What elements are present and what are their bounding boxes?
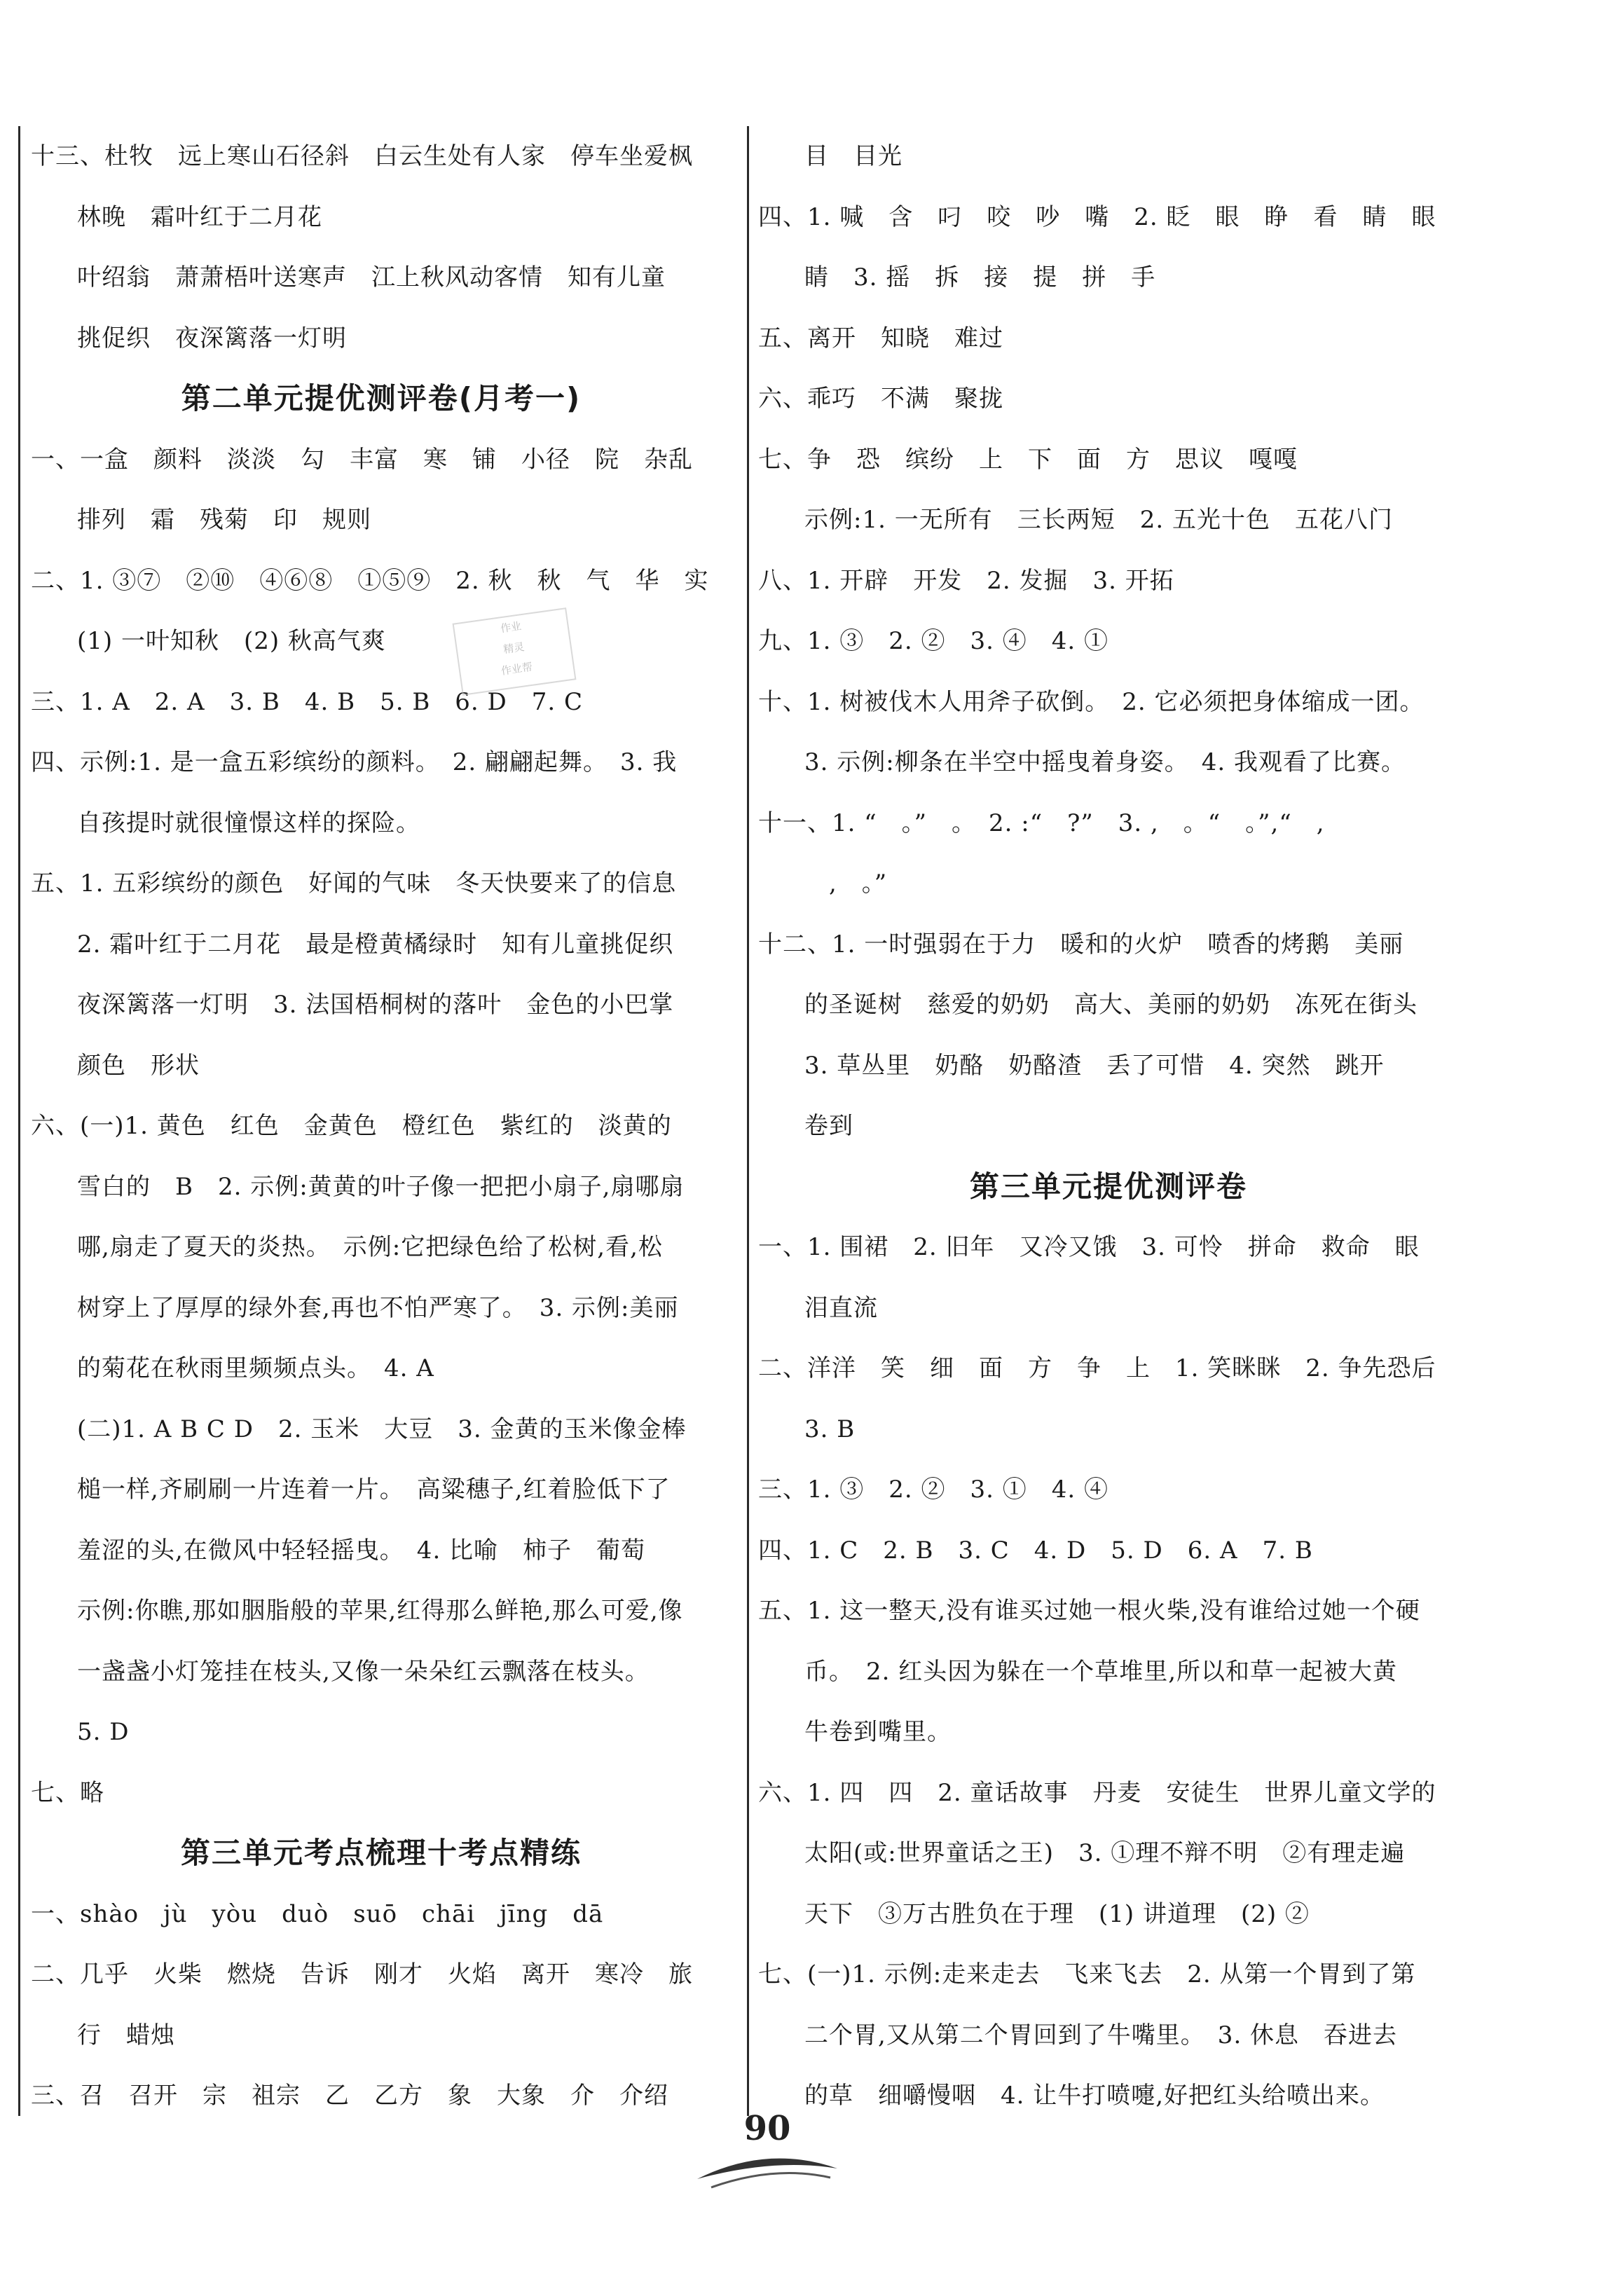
section-heading: 第二单元提优测评卷(月考一) (181, 381, 582, 415)
answer-line: 八、1. 开辟 开发 2. 发掘 3. 开拓 (758, 566, 1174, 595)
answer-line: 十二、1. 一时强弱在于力 暖和的火炉 喷香的烤鹅 美丽 (758, 930, 1404, 958)
answer-line: 太阳(或:世界童话之王) 3. ①理不辩不明 ②有理走遍 (804, 1839, 1406, 1867)
answer-line: 羞涩的头,在微风中轻轻摇曳。 4. 比喻 柿子 葡萄 (77, 1536, 646, 1565)
answer-line: 十一、1. “ 。” 。 2. :“ ?” 3. , 。“ 。”,“ , (758, 809, 1325, 837)
answer-line: 三、1. ③ 2. ② 3. ① 4. ④ (758, 1476, 1108, 1504)
answer-line: 三、1. A 2. A 3. B 4. B 5. B 6. D 7. C (31, 687, 584, 716)
answer-line: 挑促织 夜深篱落一灯明 (77, 324, 347, 352)
stamp-line: 精灵 (502, 640, 526, 657)
answer-line: , 。” (804, 869, 888, 898)
answer-line: 排列 霜 残菊 印 规则 (77, 506, 371, 534)
answer-line: 示例:1. 一无所有 三长两短 2. 五光十色 五花八门 (804, 506, 1393, 534)
answer-line: 槌一样,齐刷刷一片连着一片。 高粱穗子,红着脸低下了 (77, 1476, 671, 1504)
answer-line: 一、shào jù yòu duò suō chāi jīng dā (31, 1899, 604, 1928)
answer-line: 六、1. 四 四 2. 童话故事 丹麦 安徒生 世界儿童文学的 (758, 1778, 1436, 1807)
page-footer (690, 2102, 844, 2193)
answer-line: 睛 3. 摇 拆 接 提 拼 手 (804, 263, 1156, 291)
answer-line: 牛卷到嘴里。 (804, 1718, 952, 1746)
answer-line: 示例:你瞧,那如胭脂般的苹果,红得那么鲜艳,那么可爱,像 (77, 1597, 683, 1625)
answer-line: 四、1. 喊 含 叼 咬 吵 嘴 2. 眨 眼 睁 看 睛 眼 (758, 202, 1436, 231)
answer-line: 林晚 霜叶红于二月花 (77, 202, 322, 231)
answer-line: 十、1. 树被伐木人用斧子砍倒。 2. 它必须把身体缩成一团。 (758, 687, 1425, 716)
answer-line: 二个胃,又从第二个胃回到了牛嘴里。 3. 休息 吞进去 (804, 2021, 1398, 2049)
answer-line: 七、略 (31, 1778, 104, 1807)
answer-line: 雪白的 B 2. 示例:黄黄的叶子像一把把小扇子,扇哪扇 (77, 1172, 685, 1201)
answer-line: 一、一盒 颜料 淡淡 勾 丰富 寒 铺 小径 院 杂乱 (31, 445, 693, 474)
answer-line: 行 蜡烛 (77, 2021, 175, 2049)
stamp-line: 作业 (500, 619, 523, 635)
answer-line: 3. 草丛里 奶酪 奶酪渣 丢了可惜 4. 突然 跳开 (804, 1051, 1385, 1080)
left-column (31, 126, 732, 2126)
answer-line: 卷到 (804, 1112, 853, 1140)
answer-line: 目 目光 (804, 142, 902, 170)
answer-line: 六、(一)1. 黄色 红色 金黄色 橙红色 紫红的 淡黄的 (31, 1112, 672, 1140)
answer-line: 一、1. 围裙 2. 旧年 又冷又饿 3. 可怜 拼命 救命 眼 (758, 1233, 1420, 1261)
answer-line: 3. 示例:柳条在半空中摇曳着身姿。 4. 我观看了比赛。 (804, 748, 1406, 776)
answer-line: 六、乖巧 不满 聚拢 (758, 385, 1003, 413)
answer-line: 的菊花在秋雨里频频点头。 4. A (77, 1354, 434, 1382)
answer-line: 5. D (77, 1718, 130, 1746)
answer-line: 四、1. C 2. B 3. C 4. D 5. D 6. A 7. B (758, 1536, 1313, 1565)
answer-line: (二)1. A B C D 2. 玉米 大豆 3. 金黄的玉米像金棒 (77, 1415, 687, 1443)
answer-line: 树穿上了厚厚的绿外套,再也不怕严寒了。 3. 示例:美丽 (77, 1293, 679, 1322)
answer-line: 叶绍翁 萧萧梧叶送寒声 江上秋风动客情 知有儿童 (77, 263, 666, 291)
right-column (758, 126, 1459, 2126)
answer-line: 二、1. ③⑦ ②⑩ ④⑥⑧ ①⑤⑨ 2. 秋 秋 气 华 实 (31, 566, 709, 595)
answer-line: 五、1. 这一整天,没有谁买过她一根火柴,没有谁给过她一个硬 (758, 1597, 1420, 1625)
answer-line: 二、洋洋 笑 细 面 方 争 上 1. 笑眯眯 2. 争先恐后 (758, 1354, 1436, 1382)
answer-line: 天下 ③万古胜负在于理 (1) 讲道理 (2) ② (804, 1899, 1310, 1928)
answer-line: (1) 一叶知秋 (2) 秋高气爽 (77, 627, 386, 655)
answer-line: 五、1. 五彩缤纷的颜色 好闻的气味 冬天快要来了的信息 (31, 869, 677, 898)
answer-line: 自孩提时就很憧憬这样的探险。 (77, 809, 420, 837)
left-margin-rule (18, 126, 20, 2116)
answer-line: 七、争 恐 缤纷 上 下 面 方 思议 嘎嘎 (758, 445, 1298, 474)
answer-line: 二、几乎 火柴 燃烧 告诉 刚才 火焰 离开 寒冷 旅 (31, 1960, 693, 1988)
answer-line: 三、召 召开 宗 祖宗 乙 乙方 象 大象 介 介绍 (31, 2082, 668, 2110)
answer-line: 的圣诞树 慈爱的奶奶 高大、美丽的奶奶 冻死在街头 (804, 991, 1418, 1019)
page-number: 90 (743, 2109, 791, 2148)
stamp-line: 作业帮 (500, 660, 534, 678)
section-heading: 第三单元提优测评卷 (969, 1169, 1247, 1204)
answer-line: 一盏盏小灯笼挂在枝头,又像一朵朵红云飘落在枝头。 (77, 1657, 650, 1686)
answer-line: 五、离开 知晓 难过 (758, 324, 1003, 352)
answer-line: 币。 2. 红头因为躲在一个草堆里,所以和草一起被大黄 (804, 1657, 1398, 1686)
answer-line: 泪直流 (804, 1293, 878, 1322)
answer-line: 七、(一)1. 示例:走来走去 飞来飞去 2. 从第一个胃到了第 (758, 1960, 1416, 1988)
answer-line: 九、1. ③ 2. ② 3. ④ 4. ① (758, 627, 1108, 655)
answer-line: 颜色 形状 (77, 1051, 200, 1080)
answer-line: 十三、杜牧 远上寒山石径斜 白云生处有人家 停车坐爱枫 (31, 142, 693, 170)
section-heading: 第三单元考点梳理十考点精练 (180, 1836, 582, 1870)
column-divider (747, 126, 749, 2116)
answer-line: 哪,扇走了夏天的炎热。 示例:它把绿色给了松树,看,松 (77, 1233, 663, 1261)
answer-line: 2. 霜叶红于二月花 最是橙黄橘绿时 知有儿童挑促织 (77, 930, 674, 958)
answer-line: 四、示例:1. 是一盒五彩缤纷的颜料。 2. 翩翩起舞。 3. 我 (31, 748, 678, 776)
answer-line: 的草 细嚼慢咽 4. 让牛打喷嚏,好把红头给喷出来。 (804, 2082, 1385, 2110)
answer-line: 夜深篱落一灯明 3. 法国梧桐树的落叶 金色的小巴掌 (77, 991, 674, 1019)
answer-line: 3. B (804, 1415, 856, 1443)
